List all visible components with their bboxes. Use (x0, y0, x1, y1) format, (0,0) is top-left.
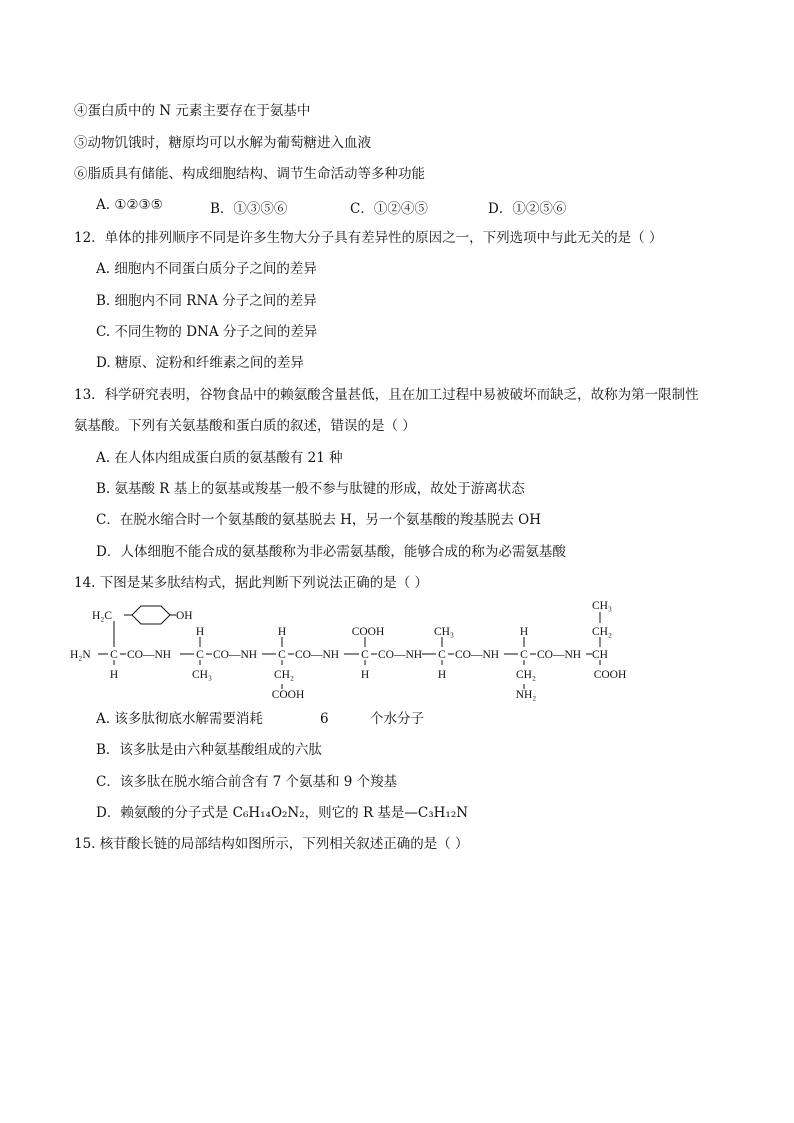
label-conh-4: CO—NH (378, 649, 423, 661)
q13-option-d[interactable]: D．人体细胞不能合成的氨基酸称为非必需氨基酸，能够合成的称为必需氨基酸 (96, 544, 566, 560)
label-h2c: H₂C (92, 610, 112, 622)
label-ch3-top-c7: CH₃ (592, 600, 612, 612)
label-conh-2: CO—NH (213, 649, 258, 661)
label-h-c6: H (519, 626, 529, 638)
label-conh-6: CO—NH (537, 649, 582, 661)
label-conh-3: CO—NH (295, 649, 340, 661)
label-oh: OH (176, 610, 193, 622)
label-h-c5: H (437, 669, 447, 681)
q14-option-a-tail: 个水分子 (370, 711, 424, 727)
label-c3: C (278, 649, 286, 661)
q14-option-b[interactable]: B．该多肽是由六种氨基酸组成的六肽 (96, 742, 322, 758)
q14-option-a-number: 6 (320, 711, 329, 727)
q11-item-6: ⑥脂质具有储能、构成细胞结构、调节生命活动等多种功能 (74, 166, 425, 182)
label-ch2-c6: CH₂ (516, 669, 536, 681)
label-ch3-c5: CH₃ (434, 626, 454, 638)
q12-option-b[interactable]: B. 细胞内不同 RNA 分子之间的差异 (96, 293, 317, 309)
q14-stem: 14. 下图是某多肽结构式，据此判断下列说法正确的是（ ） (74, 575, 429, 591)
q11-option-b[interactable]: B．①③⑤⑥ (210, 201, 288, 217)
label-c6: C (520, 649, 528, 661)
label-c5: C (438, 649, 446, 661)
q11-item-5: ⑤动物饥饿时，糖原均可以水解为葡萄糖进入血液 (74, 135, 371, 151)
polypeptide-structure-diagram (70, 595, 670, 705)
q12-option-d[interactable]: D. 糖原、淀粉和纤维素之间的差异 (96, 355, 304, 371)
q12-option-c[interactable]: C. 不同生物的 DNA 分子之间的差异 (96, 324, 318, 340)
q11-option-d[interactable]: D．①②⑤⑥ (488, 201, 567, 217)
q14-option-c[interactable]: C．该多肽在脱水缩合前含有 7 个氨基和 9 个羧基 (96, 774, 398, 790)
label-h-c2: H (195, 626, 205, 638)
q14-option-d[interactable]: D．赖氨酸的分子式是 C₆H₁₄O₂N₂，则它的 R 基是—C₃H₁₂N (96, 805, 469, 821)
label-nh2-c6: NH₂ (515, 689, 537, 701)
benzene-ring (132, 606, 170, 624)
q13-stem-line2: 氨基酸。下列有关氨基酸和蛋白质的叙述，错误的是（ ） (74, 418, 416, 434)
q15-stem: 15. 核苷酸长链的局部结构如图所示，下列相关叙述正确的是（ ） (74, 836, 469, 852)
label-ch3-c2: CH₃ (192, 669, 212, 681)
q13-option-c[interactable]: C．在脱水缩合时一个氨基酸的氨基脱去 H，另一个氨基酸的羧基脱去 OH (96, 512, 542, 528)
label-cooh-c7: COOH (593, 669, 627, 681)
label-c1: C (110, 649, 118, 661)
label-h-c1: H (109, 669, 119, 681)
label-ch-c7: CH (592, 649, 608, 661)
q11-option-c[interactable]: C．①②④⑤ (350, 201, 428, 217)
label-h-c3: H (277, 626, 287, 638)
q13-stem-line1: 13．科学研究表明，谷物食品中的赖氨酸含量甚低，且在加工过程中易被破坏而缺乏，故称为第一限制性 (74, 387, 699, 403)
label-conh-5: CO—NH (455, 649, 500, 661)
q12-option-a[interactable]: A. 细胞内不同蛋白质分子之间的差异 (96, 261, 317, 277)
label-conh-1: CO—NH (127, 649, 172, 661)
label-c2: C (196, 649, 204, 661)
q14-option-a[interactable] (96, 710, 424, 728)
label-h-c4: H (360, 669, 370, 681)
q13-option-b[interactable]: B. 氨基酸 R 基上的氨基或羧基一般不参与肽键的形成，故处于游离状态 (96, 481, 525, 497)
q11-option-a[interactable]: A. ①②③⑤ (96, 197, 163, 213)
label-c4: C (361, 649, 369, 661)
label-cooh-c3: COOH (271, 689, 305, 701)
label-ch2-c7: CH₂ (592, 626, 612, 638)
q11-item-4: ④蛋白质中的 N 元素主要存在于氨基中 (74, 103, 311, 119)
q13-option-a[interactable]: A. 在人体内组成蛋白质的氨基酸有 21 种 (96, 450, 343, 466)
label-h2n: H₂N (70, 649, 91, 661)
q12-stem: 12．单体的排列顺序不同是许多生物大分子具有差异性的原因之一，下列选项中与此无关的是（ ） (74, 230, 663, 246)
label-ch2-c3: CH₂ (274, 669, 294, 681)
label-cooh-c4: COOH (351, 626, 385, 638)
q14-option-a-text: A. 该多肽彻底水解需要消耗 (96, 711, 263, 727)
